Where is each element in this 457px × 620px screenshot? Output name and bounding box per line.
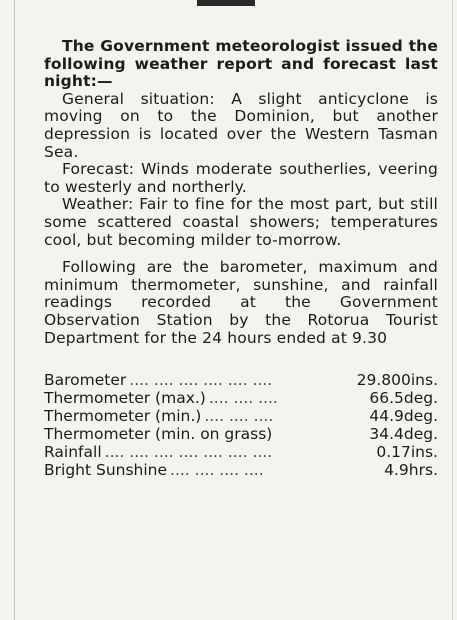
reading-row (44, 389, 438, 407)
general-situation: General situation: A slight anticyclone is moving on to the Dominion, but another depression is located over the Western Tasman Sea. (44, 89, 438, 161)
reading-row (44, 371, 438, 389)
reading-leader: .... .... .... .... .... .... (129, 371, 273, 390)
reading-value: 34.4deg. (369, 425, 438, 444)
news-column (44, 38, 438, 479)
reading-label: Thermometer (max.) (44, 389, 206, 408)
top-rule (197, 0, 255, 6)
reading-value: 44.9deg. (369, 407, 438, 426)
report-intro: The Government meteorologist issued the following weather report and forecast last night:— (44, 37, 438, 91)
weather: Weather: Fair to fine for the most part, but still some scattered coastal showers; temperatures cool, but becoming milder to-morrow. (44, 195, 438, 249)
reading-leader: .... .... .... (208, 389, 278, 408)
readings-table (44, 371, 438, 479)
column-border-left (14, 0, 15, 620)
reading-row (44, 407, 438, 425)
column-border-right (452, 0, 453, 620)
reading-leader: .... .... .... (204, 407, 274, 426)
readings-intro: Following are the barometer, maximum and minimum thermometer, sunshine, and rainfall readings recorded at the Government Observation Station by the Rotorua Tourist Department for the 24 hours ended at 9.30 (44, 258, 438, 347)
reading-label: Bright Sunshine (44, 461, 168, 480)
reading-label: Rainfall (44, 443, 102, 462)
reading-label: Thermometer (min. on grass) (44, 425, 273, 444)
reading-leader: .... .... .... .... .... .... .... (104, 443, 273, 462)
forecast: Forecast: Winds moderate southerlies, veering to westerly and northerly. (44, 160, 438, 196)
reading-value: 29.800ins. (356, 371, 438, 390)
reading-label: Thermometer (min.) (44, 407, 202, 426)
reading-label: Barometer (44, 371, 127, 390)
reading-row (44, 461, 438, 479)
reading-value: 0.17ins. (376, 443, 438, 462)
reading-leader (272, 425, 369, 443)
reading-leader: .... .... .... .... (170, 461, 264, 480)
readings-intro-block (44, 259, 438, 347)
reading-row (44, 425, 438, 443)
reading-value: 66.5deg. (369, 389, 438, 408)
reading-row (44, 443, 438, 461)
reading-value: 4.9hrs. (384, 461, 438, 480)
weather-report (44, 38, 438, 249)
spacer (44, 347, 438, 371)
